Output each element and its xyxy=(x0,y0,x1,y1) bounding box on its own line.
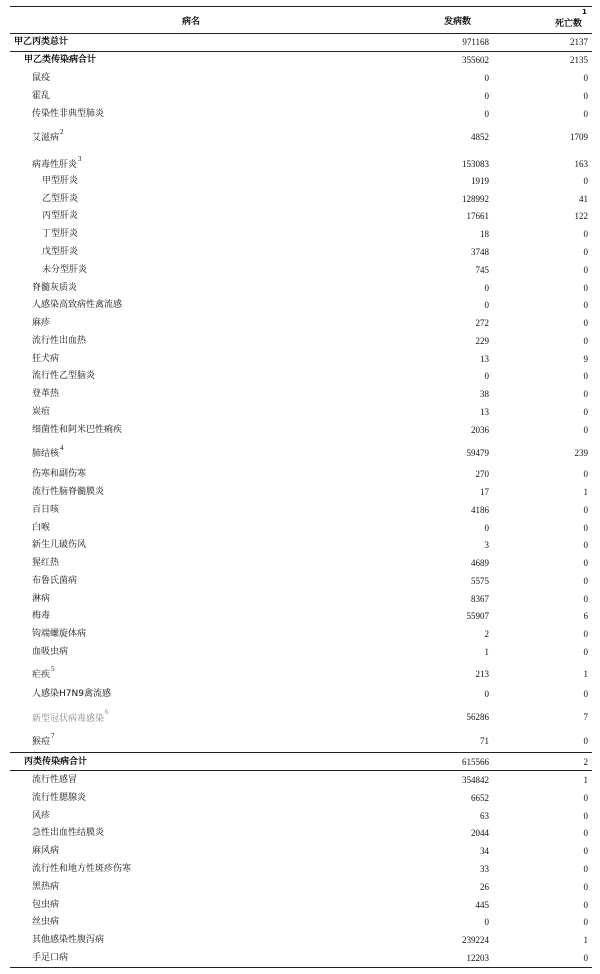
cases-value: 229 xyxy=(475,336,489,346)
disease-name: 戊型肝炎 xyxy=(42,247,79,257)
table-row xyxy=(10,522,592,538)
cases-value: 4689 xyxy=(471,558,489,568)
deaths-value: 0 xyxy=(583,558,588,568)
deaths-value: 0 xyxy=(583,73,588,83)
cases-value: 1 xyxy=(484,647,489,657)
deaths-value: 0 xyxy=(583,469,588,479)
disease-name: 病毒性肝炎 3 xyxy=(32,155,82,170)
cases-value: 8367 xyxy=(471,594,489,604)
deaths-value: 239 xyxy=(574,448,588,458)
footnote-marker: 3 xyxy=(78,155,82,163)
table-row xyxy=(10,90,592,106)
cases-value: 71 xyxy=(480,736,489,746)
cases-value: 0 xyxy=(484,371,489,381)
cases-value: 0 xyxy=(484,91,489,101)
deaths-value: 7 xyxy=(583,712,588,722)
table-row xyxy=(10,646,592,662)
deaths-value: 2135 xyxy=(570,55,588,65)
deaths-value: 0 xyxy=(583,109,588,119)
disease-name: 流行性乙型脑炎 xyxy=(32,371,96,381)
table-subtotal-row xyxy=(10,54,592,70)
table-row xyxy=(10,486,592,502)
disease-name: 乙型肝炎 xyxy=(42,194,79,204)
disease-name: 钩端螺旋体病 xyxy=(32,629,87,639)
table-row xyxy=(10,282,592,298)
deaths-value: 0 xyxy=(583,882,588,892)
cases-value: 1919 xyxy=(471,176,489,186)
deaths-value: 9 xyxy=(583,354,588,364)
deaths-value: 0 xyxy=(583,229,588,239)
deaths-value: 2 xyxy=(583,757,588,767)
table-row xyxy=(10,688,592,704)
table-row xyxy=(10,663,592,685)
deaths-value: 0 xyxy=(583,283,588,293)
cases-value: 4852 xyxy=(471,132,489,142)
table-row xyxy=(10,72,592,88)
disease-name: 梅毒 xyxy=(32,611,51,621)
disease-name: 风疹 xyxy=(32,811,51,821)
cases-value: 615566 xyxy=(462,757,489,767)
table-row xyxy=(10,353,592,369)
disease-name: 包虫病 xyxy=(32,900,60,910)
footnote-marker: 7 xyxy=(51,732,55,740)
deaths-value: 0 xyxy=(583,594,588,604)
footnote-marker: 2 xyxy=(60,128,64,136)
section-rule xyxy=(10,770,592,771)
cases-value: 6652 xyxy=(471,793,489,803)
deaths-value: 0 xyxy=(583,793,588,803)
disease-name: 霍乱 xyxy=(32,91,51,101)
disease-name: 百日咳 xyxy=(32,505,60,515)
cases-value: 3748 xyxy=(471,247,489,257)
cases-value: 17661 xyxy=(466,211,489,221)
deaths-value: 0 xyxy=(583,846,588,856)
cases-value: 0 xyxy=(484,109,489,119)
deaths-value: 1 xyxy=(583,935,588,945)
disease-name: 新型冠状病毒感染 6 xyxy=(32,708,109,723)
table-row xyxy=(10,952,592,968)
table-row xyxy=(10,730,592,752)
deaths-value: 1 xyxy=(583,669,588,679)
disease-name: 流行性和地方性斑疹伤寒 xyxy=(32,864,132,874)
cases-value: 56286 xyxy=(466,712,489,722)
footnote-marker: 4 xyxy=(60,444,64,452)
cases-value: 153083 xyxy=(462,159,489,169)
table-row xyxy=(10,210,592,226)
table-row xyxy=(10,299,592,315)
table-row xyxy=(10,810,592,826)
deaths-value: 0 xyxy=(583,953,588,963)
deaths-value: 41 xyxy=(579,194,588,204)
disease-name: 丙类传染病合计 xyxy=(24,757,88,767)
deaths-value: 0 xyxy=(583,900,588,910)
table-row xyxy=(10,827,592,843)
deaths-value: 0 xyxy=(583,629,588,639)
cases-value: 4186 xyxy=(471,505,489,515)
disease-name: 白喉 xyxy=(32,523,51,533)
table-row xyxy=(10,370,592,386)
section-rule xyxy=(10,51,592,52)
header-cases: 发病数 xyxy=(444,17,472,27)
cases-value: 270 xyxy=(475,469,489,479)
deaths-value: 0 xyxy=(583,336,588,346)
table-row xyxy=(10,424,592,440)
cases-value: 745 xyxy=(475,265,489,275)
table-row xyxy=(10,388,592,404)
cases-value: 5575 xyxy=(471,576,489,586)
table-bottom-rule xyxy=(10,967,592,968)
disease-name: 其他感染性腹泻病 xyxy=(32,935,105,945)
deaths-value: 0 xyxy=(583,811,588,821)
table-row xyxy=(10,899,592,915)
table-row xyxy=(10,193,592,209)
disease-name: 传染性非典型肺炎 xyxy=(32,109,105,119)
cases-value: 13 xyxy=(480,354,489,364)
table-row xyxy=(10,557,592,573)
table-row xyxy=(10,406,592,422)
deaths-value: 0 xyxy=(583,318,588,328)
table-row xyxy=(10,539,592,555)
disease-name: 艾滋病 2 xyxy=(32,128,64,143)
disease-name: 血吸虫病 xyxy=(32,647,69,657)
disease-name: 伤寒和副伤寒 xyxy=(32,469,87,479)
cases-value: 128992 xyxy=(462,194,489,204)
footnote-marker: 5 xyxy=(51,665,55,673)
disease-name: 丁型肝炎 xyxy=(42,229,79,239)
disease-name: 布鲁氏菌病 xyxy=(32,576,78,586)
cases-value: 59479 xyxy=(466,448,489,458)
deaths-value: 0 xyxy=(583,425,588,435)
disease-name: 淋病 xyxy=(32,594,51,604)
deaths-value: 2137 xyxy=(570,37,588,47)
disease-name: 狂犬病 xyxy=(32,354,60,364)
disease-name: 未分型肝炎 xyxy=(42,265,88,275)
disease-name: 人感染H7N9禽流感 xyxy=(32,689,111,699)
cases-value: 17 xyxy=(480,487,489,497)
disease-name: 麻疹 xyxy=(32,318,51,328)
disease-name: 炭疽 xyxy=(32,407,51,417)
cases-value: 26 xyxy=(480,882,489,892)
cases-value: 0 xyxy=(484,523,489,533)
table-row xyxy=(10,246,592,262)
header-bottom-rule xyxy=(10,33,592,34)
disease-name: 疟疾 5 xyxy=(32,665,55,680)
table-row xyxy=(10,575,592,591)
table-row xyxy=(10,706,592,728)
cases-value: 213 xyxy=(475,669,489,679)
deaths-value: 0 xyxy=(583,647,588,657)
table-row xyxy=(10,610,592,626)
disease-name: 丙型肝炎 xyxy=(42,211,79,221)
table-row xyxy=(10,335,592,351)
deaths-value: 0 xyxy=(583,576,588,586)
table-row xyxy=(10,126,592,148)
cases-value: 12203 xyxy=(466,953,489,963)
table-row xyxy=(10,863,592,879)
table-row xyxy=(10,317,592,333)
disease-name: 急性出血性结膜炎 xyxy=(32,828,105,838)
deaths-value: 0 xyxy=(583,689,588,699)
deaths-value: 0 xyxy=(583,371,588,381)
cases-value: 2036 xyxy=(471,425,489,435)
header-deaths: 死亡数 xyxy=(555,19,583,29)
cases-value: 0 xyxy=(484,917,489,927)
table-row xyxy=(10,916,592,932)
disease-name: 新生儿破伤风 xyxy=(32,540,87,550)
deaths-value: 163 xyxy=(574,159,588,169)
table-row xyxy=(10,442,592,464)
header-deaths-note: 1 xyxy=(582,8,587,16)
disease-name: 黑热病 xyxy=(32,882,60,892)
table-row xyxy=(10,881,592,897)
cases-value: 0 xyxy=(484,283,489,293)
disease-name: 肺结核 4 xyxy=(32,444,64,459)
disease-name: 流行性腮腺炎 xyxy=(32,793,87,803)
cases-value: 0 xyxy=(484,300,489,310)
section-rule xyxy=(10,752,592,753)
deaths-value: 0 xyxy=(583,247,588,257)
cases-value: 13 xyxy=(480,407,489,417)
cases-value: 355602 xyxy=(462,55,489,65)
table-row xyxy=(10,153,592,175)
disease-name: 脊髓灰质炎 xyxy=(32,283,78,293)
disease-name: 猴痘 7 xyxy=(32,732,55,747)
deaths-value: 0 xyxy=(583,300,588,310)
deaths-value: 1 xyxy=(583,487,588,497)
disease-name: 人感染高致病性禽流感 xyxy=(32,300,123,310)
cases-value: 971168 xyxy=(462,37,489,47)
cases-value: 239224 xyxy=(462,935,489,945)
deaths-value: 122 xyxy=(574,211,588,221)
disease-name: 麻风病 xyxy=(32,846,60,856)
deaths-value: 0 xyxy=(583,828,588,838)
table-row xyxy=(10,175,592,191)
deaths-value: 0 xyxy=(583,736,588,746)
cases-value: 2 xyxy=(484,629,489,639)
deaths-value: 0 xyxy=(583,176,588,186)
deaths-value: 0 xyxy=(583,505,588,515)
disease-name: 细菌性和阿米巴性痢疾 xyxy=(32,425,123,435)
disease-name: 流行性感冒 xyxy=(32,775,78,785)
deaths-value: 0 xyxy=(583,91,588,101)
table-row xyxy=(10,934,592,950)
disease-name: 流行性脑脊髓膜炎 xyxy=(32,487,105,497)
table-row xyxy=(10,264,592,280)
cases-value: 0 xyxy=(484,689,489,699)
cases-value: 33 xyxy=(480,864,489,874)
cases-value: 3 xyxy=(484,540,489,550)
disease-name: 鼠疫 xyxy=(32,73,51,83)
header-disease-name: 病名 xyxy=(182,17,201,27)
footnote-marker: 6 xyxy=(105,708,109,716)
table-row xyxy=(10,628,592,644)
disease-name: 手足口病 xyxy=(32,953,69,963)
table-row xyxy=(10,792,592,808)
table-subtotal-row xyxy=(10,36,592,52)
deaths-value: 0 xyxy=(583,540,588,550)
deaths-value: 1709 xyxy=(570,132,588,142)
deaths-value: 0 xyxy=(583,407,588,417)
cases-value: 34 xyxy=(480,846,489,856)
deaths-value: 0 xyxy=(583,389,588,399)
table-row xyxy=(10,593,592,609)
table-top-rule xyxy=(10,6,592,7)
table-row xyxy=(10,108,592,124)
disease-name: 猩红热 xyxy=(32,558,60,568)
table-row xyxy=(10,228,592,244)
cases-value: 445 xyxy=(475,900,489,910)
disease-name: 甲型肝炎 xyxy=(42,176,79,186)
table-row xyxy=(10,504,592,520)
deaths-value: 1 xyxy=(583,775,588,785)
cases-value: 18 xyxy=(480,229,489,239)
disease-name: 丝虫病 xyxy=(32,917,60,927)
disease-name: 流行性出血热 xyxy=(32,336,87,346)
deaths-value: 0 xyxy=(583,265,588,275)
cases-value: 272 xyxy=(475,318,489,328)
cases-value: 63 xyxy=(480,811,489,821)
table-row xyxy=(10,468,592,484)
table-row xyxy=(10,845,592,861)
cases-value: 38 xyxy=(480,389,489,399)
deaths-value: 0 xyxy=(583,864,588,874)
disease-name: 甲乙类传染病合计 xyxy=(24,55,97,65)
cases-value: 354842 xyxy=(462,775,489,785)
deaths-value: 0 xyxy=(583,523,588,533)
cases-value: 55907 xyxy=(466,611,489,621)
cases-value: 0 xyxy=(484,73,489,83)
cases-value: 2044 xyxy=(471,828,489,838)
disease-name: 甲乙丙类总计 xyxy=(14,37,69,47)
deaths-value: 0 xyxy=(583,917,588,927)
disease-name: 登革热 xyxy=(32,389,60,399)
deaths-value: 6 xyxy=(583,611,588,621)
table-row xyxy=(10,774,592,790)
